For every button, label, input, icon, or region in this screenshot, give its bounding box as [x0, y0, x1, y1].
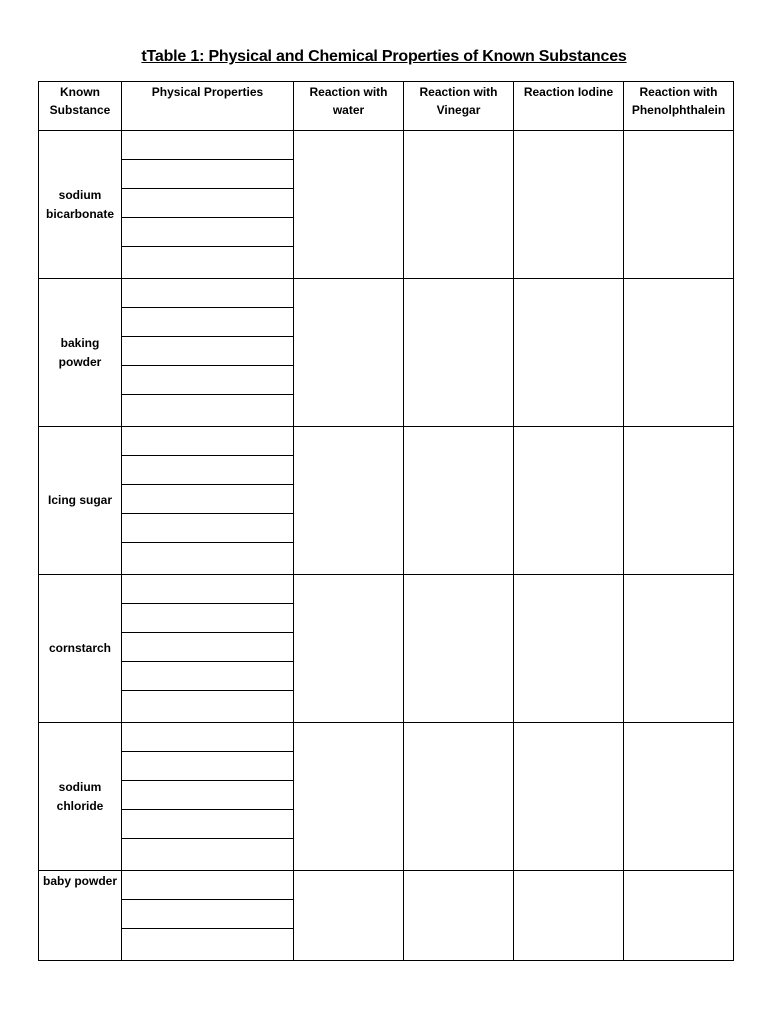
table-row [39, 575, 734, 723]
substance-name-cell: Icing sugar [39, 427, 122, 575]
substance-name-cell: cornstarch [39, 575, 122, 723]
property-entry-line[interactable] [122, 427, 293, 456]
reaction-water-cell[interactable] [294, 575, 404, 723]
property-lines [122, 427, 293, 572]
property-entry-line[interactable] [122, 247, 293, 276]
property-entry-line[interactable] [122, 723, 293, 752]
physical-properties-cell[interactable] [122, 871, 294, 961]
property-entry-line[interactable] [122, 871, 293, 900]
reaction-phenolphthalein-cell[interactable] [624, 575, 734, 723]
reaction-vinegar-cell[interactable] [404, 871, 514, 961]
property-entry-line[interactable] [122, 337, 293, 366]
properties-table [38, 81, 734, 961]
property-entry-line[interactable] [122, 514, 293, 543]
property-entry-line[interactable] [122, 543, 293, 572]
property-entry-line[interactable] [122, 604, 293, 633]
header-reaction-phenolphthalein: Reaction with Phenolphthalein [624, 82, 734, 131]
physical-properties-cell[interactable] [122, 575, 294, 723]
reaction-water-cell[interactable] [294, 871, 404, 961]
reaction-vinegar-cell[interactable] [404, 575, 514, 723]
property-entry-line[interactable] [122, 456, 293, 485]
property-entry-line[interactable] [122, 752, 293, 781]
property-entry-line[interactable] [122, 575, 293, 604]
reaction-iodine-cell[interactable] [514, 279, 624, 427]
header-physical-properties: Physical Properties [122, 82, 294, 131]
substance-name-cell: baby powder [39, 871, 122, 961]
property-lines [122, 871, 293, 958]
property-entry-line[interactable] [122, 929, 293, 958]
property-entry-line[interactable] [122, 900, 293, 929]
property-lines [122, 279, 293, 424]
reaction-vinegar-cell[interactable] [404, 723, 514, 871]
reaction-iodine-cell[interactable] [514, 871, 624, 961]
property-lines [122, 131, 293, 276]
reaction-vinegar-cell[interactable] [404, 279, 514, 427]
property-lines [122, 723, 293, 868]
header-reaction-water: Reaction with water [294, 82, 404, 131]
property-entry-line[interactable] [122, 691, 293, 720]
page-title: tTable 1: Physical and Chemical Properties of Known Substances [141, 48, 627, 65]
property-entry-line[interactable] [122, 366, 293, 395]
reaction-water-cell[interactable] [294, 131, 404, 279]
property-entry-line[interactable] [122, 633, 293, 662]
property-entry-line[interactable] [122, 781, 293, 810]
reaction-water-cell[interactable] [294, 279, 404, 427]
property-entry-line[interactable] [122, 839, 293, 868]
table-row [39, 871, 734, 961]
reaction-phenolphthalein-cell[interactable] [624, 723, 734, 871]
header-reaction-iodine: Reaction Iodine [514, 82, 624, 131]
reaction-phenolphthalein-cell[interactable] [624, 279, 734, 427]
property-entry-line[interactable] [122, 131, 293, 160]
reaction-phenolphthalein-cell[interactable] [624, 871, 734, 961]
table-row [39, 427, 734, 575]
property-lines [122, 575, 293, 720]
header-reaction-vinegar: Reaction with Vinegar [404, 82, 514, 131]
reaction-iodine-cell[interactable] [514, 131, 624, 279]
property-entry-line[interactable] [122, 218, 293, 247]
physical-properties-cell[interactable] [122, 427, 294, 575]
header-row [39, 82, 734, 131]
property-entry-line[interactable] [122, 308, 293, 337]
property-entry-line[interactable] [122, 485, 293, 514]
reaction-phenolphthalein-cell[interactable] [624, 427, 734, 575]
substance-name-cell: baking powder [39, 279, 122, 427]
property-entry-line[interactable] [122, 810, 293, 839]
table-row [39, 131, 734, 279]
substance-name-cell: sodium chloride [39, 723, 122, 871]
reaction-vinegar-cell[interactable] [404, 427, 514, 575]
reaction-water-cell[interactable] [294, 427, 404, 575]
reaction-iodine-cell[interactable] [514, 427, 624, 575]
property-entry-line[interactable] [122, 279, 293, 308]
reaction-phenolphthalein-cell[interactable] [624, 131, 734, 279]
reaction-iodine-cell[interactable] [514, 575, 624, 723]
physical-properties-cell[interactable] [122, 723, 294, 871]
table-row [39, 279, 734, 427]
reaction-iodine-cell[interactable] [514, 723, 624, 871]
table-body [39, 131, 734, 961]
table-row [39, 723, 734, 871]
physical-properties-cell[interactable] [122, 279, 294, 427]
physical-properties-cell[interactable] [122, 131, 294, 279]
property-entry-line[interactable] [122, 662, 293, 691]
property-entry-line[interactable] [122, 395, 293, 424]
property-entry-line[interactable] [122, 160, 293, 189]
reaction-water-cell[interactable] [294, 723, 404, 871]
reaction-vinegar-cell[interactable] [404, 131, 514, 279]
property-entry-line[interactable] [122, 189, 293, 218]
header-known-substance: Known Substance [39, 82, 122, 131]
substance-name-cell: sodium bicarbonate [39, 131, 122, 279]
